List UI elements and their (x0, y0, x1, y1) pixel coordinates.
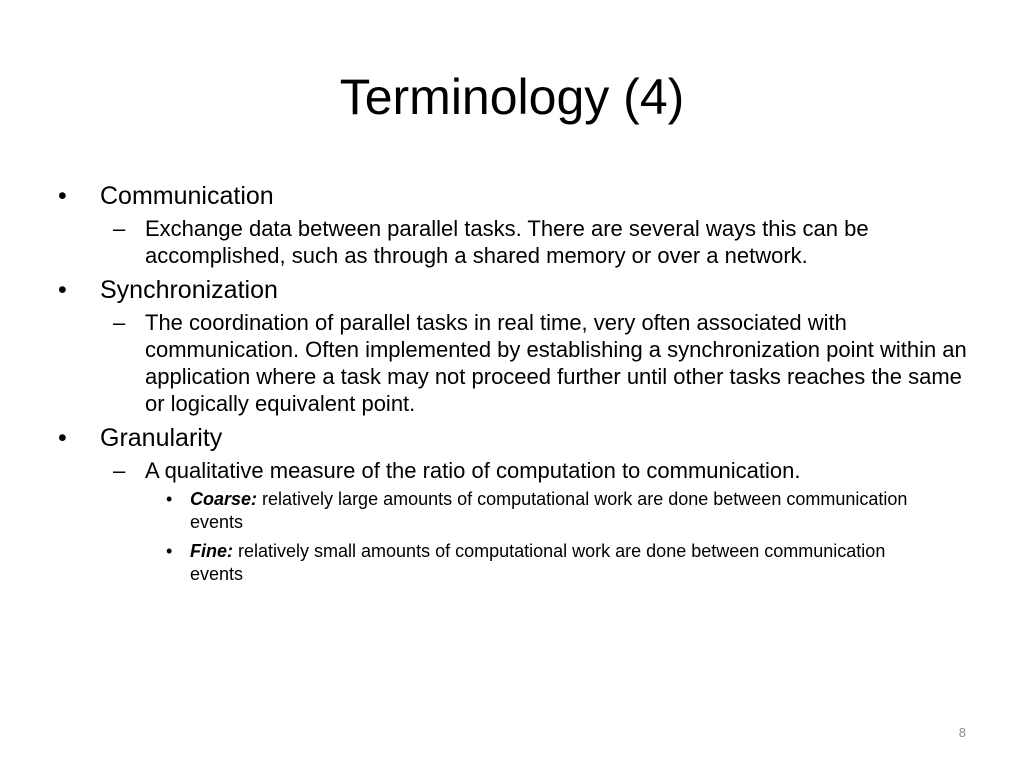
bullet-communication (58, 179, 968, 213)
slide-body (58, 179, 968, 586)
sub-bullet-granularity-definition (113, 457, 968, 484)
term-coarse: Coarse: (190, 489, 258, 509)
page-number: 8 (958, 725, 966, 740)
sub-bullet-text: A qualitative measure of the ratio of computation to communication. (145, 458, 801, 483)
bullet-icon: • (58, 424, 67, 452)
bullet-granularity (58, 421, 968, 455)
dash-icon: – (113, 310, 126, 335)
bullet-heading: Synchronization (100, 276, 278, 304)
bullet-synchronization (58, 273, 968, 307)
sub-bullet-synchronization-definition (113, 309, 968, 417)
slide-title: Terminology (4) (339, 69, 685, 125)
sub-bullet-text: The coordination of parallel tasks in real time, very often associated with communication. Often implemented by establishing a synchronization point within an application where a task may not proceed further until other tasks reaches the same or logically equivalent point. (145, 310, 967, 416)
bullet-heading: Communication (100, 182, 274, 210)
bullet-icon: • (58, 276, 67, 304)
term-fine: Fine: (190, 541, 233, 561)
detail-coarse (166, 488, 930, 534)
bullet-heading: Granularity (100, 424, 223, 452)
detail-text: relatively large amounts of computational work are done between communication events (190, 489, 908, 532)
small-bullet-icon: • (166, 541, 173, 561)
sub-bullet-text: Exchange data between parallel tasks. There are several ways this can be accomplished, such as through a shared memory or over a network. (145, 216, 869, 268)
sub-bullet-communication-definition (113, 215, 968, 269)
small-bullet-icon: • (166, 489, 173, 509)
dash-icon: – (113, 216, 126, 241)
detail-text: relatively small amounts of computational work are done between communication events (190, 541, 886, 584)
dash-icon: – (113, 458, 126, 483)
bullet-icon: • (58, 182, 67, 210)
detail-fine (166, 540, 930, 586)
